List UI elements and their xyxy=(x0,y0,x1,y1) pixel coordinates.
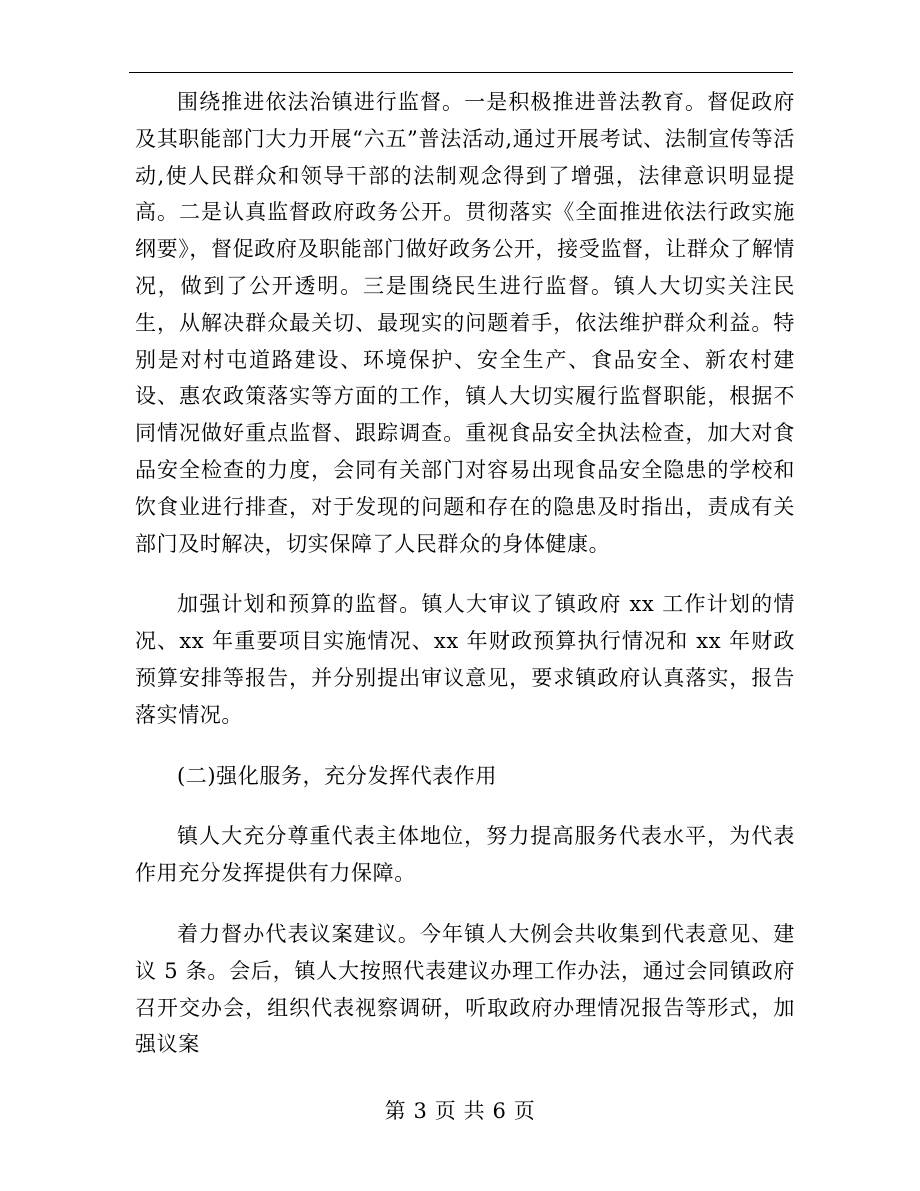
paragraph-proposal-handling: 着力督办代表议案建议。今年镇人大例会共收集到代表意见、建议 5 条。会后，镇人大按照代表建议办理工作办法，通过会同镇政府召开交办会，组织代表视察调研，听取政府办理情况报告等形式，加强议案 xyxy=(135,921,795,1057)
paragraph-budget-supervision: 加强计划和预算的监督。镇人大审议了镇政府 xx 工作计划的情况、xx 年重要项目实施情况、xx 年财政预算执行情况和 xx 年财政预算安排等报告，并分别提出审议意见，要求镇政府认真落实，报告落实情况。 xyxy=(135,592,795,727)
paragraph-law-supervision: 围绕推进依法治镇进行监督。一是积极推进普法教育。督促政府及其职能部门大力开展“六五”普法活动,通过开展考试、法制宣传等活动,使人民群众和领导干部的法制观念得到了增强，法律意识明显提高。二是认真监督政府政务公开。贯彻落实《全面推进依法行政实施纲要》，督促政府及职能部门做好政务公开，接受监督，让群众了解情况，做到了公开透明。三是围绕民生进行监督。镇人大切实关注民生，从解决群众最关切、最现实的问题着手，依法维护群众利益。特别是对村屯道路建设、环境保护、安全生产、食品安全、新农村建设、惠农政策落实等方面的工作，镇人大切实履行监督职能，根据不同情况做好重点监督、跟踪调查。重视食品安全执法检查，加大对食品安全检查的力度，会同有关部门对容易出现食品安全隐患的学校和饮食业进行排查，对于发现的问题和存在的隐患及时指出，责成有关部门及时解决，切实保障了人民群众的身体健康。 xyxy=(135,90,795,556)
page-number: 第 3 页 共 6 页 xyxy=(384,1099,536,1123)
document-body xyxy=(135,84,795,1087)
header-rule xyxy=(129,72,793,73)
section-heading-2: (二)强化服务，充分发挥代表作用 xyxy=(177,763,497,788)
paragraph-deputy-service: 镇人大充分尊重代表主体地位，努力提高服务代表水平，为代表作用充分发挥提供有力保障。 xyxy=(135,824,795,886)
